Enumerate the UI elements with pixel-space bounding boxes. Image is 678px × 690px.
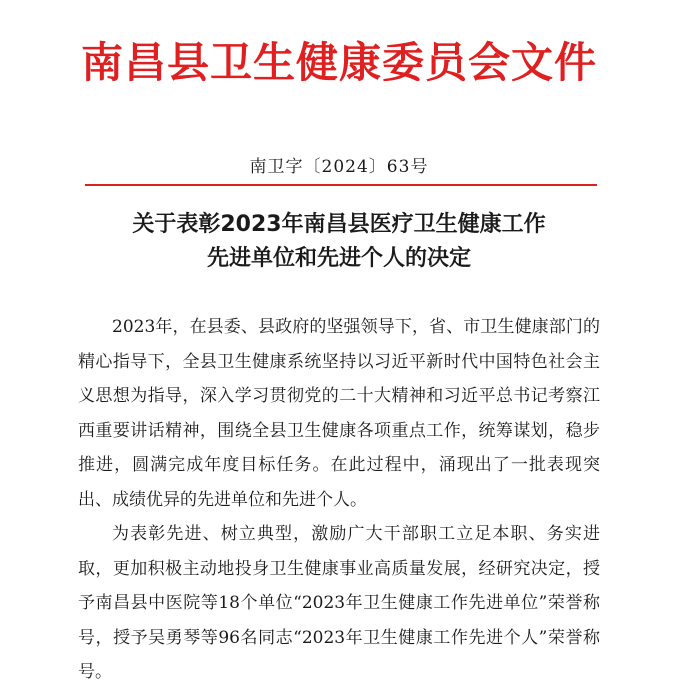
document-title-line-2: 先进单位和先进个人的决定 [206,246,471,271]
body-paragraph-1: 2023年，在县委、县政府的坚强领导下，省、市卫生健康部门的精心指导下，全县卫生健康系统坚持以习近平新时代中国特色社会主义思想为指导，深入学习贯彻党的二十大精神和习近平总书记考察江西重要讲话精神，围绕全县卫生健康各项重点工作，统筹谋划，稳步推进，圆满完成年度目标任务。在此过程中，涌现出了一批表现突出、成绩优异的先进单位和先进个人。 [78,317,600,510]
document-number: 南卫字〔2024〕63号 [249,157,429,177]
document-title [0,208,678,276]
document-body [78,310,600,690]
document-title-line-1: 关于表彰2023年南昌县医疗卫生健康工作 [132,212,546,237]
red-separator-line [85,184,597,186]
body-paragraph-2: 为表彰先进、树立典型，激励广大干部职工立足本职、务实进取，更加积极主动地投身卫生健康事业高质量发展，经研究决定，授予南昌县中医院等18个单位“2023年卫生健康工作先进单位”荣誉称号，授予吴勇琴等96名同志“2023年卫生健康工作先进个人”荣誉称号。 [78,524,600,682]
issuing-authority-header: 南昌县卫生健康委员会文件 [80,38,597,87]
